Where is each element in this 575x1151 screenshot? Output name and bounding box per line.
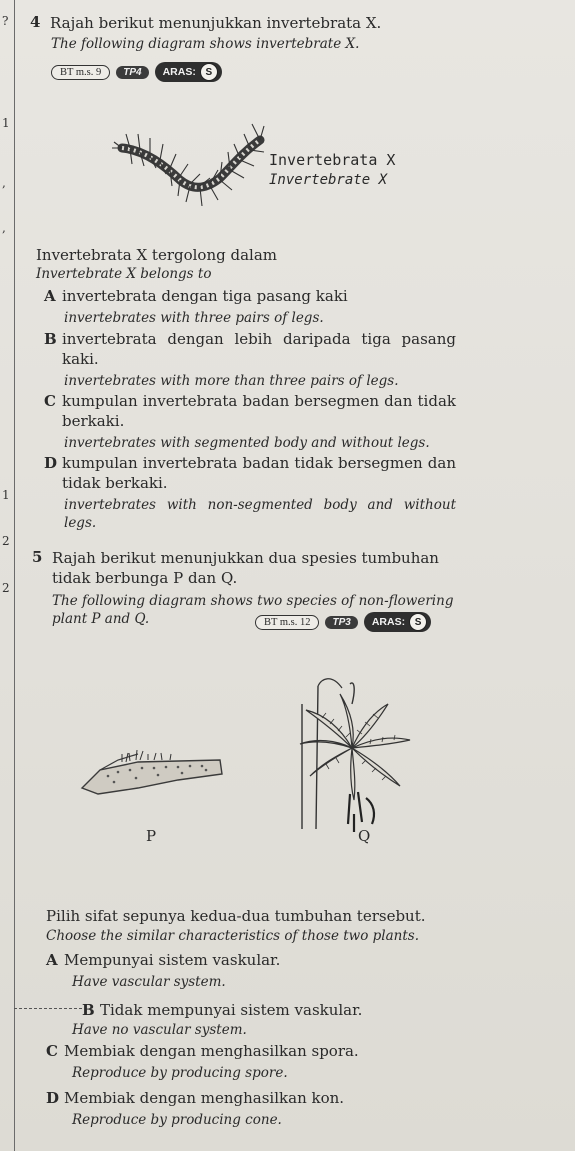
textbook-page-tag: BT m.s. 9 <box>51 65 110 80</box>
question-4-stem-en: The following diagram shows invertebrate X. <box>51 36 360 52</box>
margin-mark: ? <box>2 14 9 28</box>
option-text-ms: kumpulan invertebrata badan tidak bersegmen dan tidak berkaki. <box>62 454 456 492</box>
margin-mark: 1 <box>2 488 10 502</box>
question-5-question-ms: Pilih sifat sepunya kedua-dua tumbuhan tersebut. <box>46 907 426 925</box>
question-5-stem-ms: Rajah berikut menunjukkan dua spesies tumbuhan tidak berbunga P dan Q. <box>52 549 439 587</box>
option-text-ms: invertebrata dengan tiga pasang kaki <box>62 287 348 305</box>
margin-mark: 2 <box>2 581 10 595</box>
margin-rule <box>14 0 15 1151</box>
margin-mark: , <box>2 221 6 235</box>
question-4-option-d[interactable] <box>44 453 456 532</box>
option-letter: B <box>82 1001 95 1019</box>
question-4-tags <box>51 62 222 82</box>
question-5-tags <box>255 612 431 632</box>
option-text-ms: kumpulan invertebrata badan bersegmen dan tidak berkaki. <box>62 392 456 430</box>
tp-level-tag: TP4 <box>116 66 148 79</box>
aras-tag <box>155 62 222 82</box>
label-p: P <box>146 827 157 845</box>
option-text-en: invertebrates with non-segmented body and without legs. <box>64 497 456 531</box>
tp-level-tag: TP3 <box>325 616 357 629</box>
question-5-option-c[interactable] <box>46 1041 359 1082</box>
question-5-stem-en: The following diagram shows two species of non-flowering plant P and Q. <box>52 593 454 627</box>
plant-q-illustration <box>292 674 416 834</box>
label-q: Q <box>358 827 371 845</box>
question-4-number: 4 <box>30 13 41 31</box>
question-5-number: 5 <box>32 548 43 566</box>
option-text-ms: Membiak dengan menghasilkan spora. <box>64 1042 359 1060</box>
aras-value: S <box>409 613 427 631</box>
aras-tag <box>364 612 431 632</box>
margin-mark: 2 <box>2 534 10 548</box>
option-text-en: Reproduce by producing cone. <box>72 1112 282 1128</box>
question-4-stem-ms: Rajah berikut menunjukkan invertebrata X. <box>50 14 382 32</box>
option-letter: C <box>44 392 56 410</box>
option-text-ms: Membiak dengan menghasilkan kon. <box>64 1089 345 1107</box>
option-text-ms: Tidak mempunyai sistem vaskular. <box>100 1001 363 1019</box>
margin-mark: , <box>2 176 6 190</box>
question-5-question-en: Choose the similar characteristics of those two plants. <box>46 928 419 944</box>
centipede-illustration <box>110 118 270 218</box>
option-text-ms: invertebrata dengan lebih daripada tiga pasang kaki. <box>62 330 456 368</box>
figure-label-ms: Invertebrata X <box>269 151 396 169</box>
option-text-en: Reproduce by producing spore. <box>72 1065 288 1081</box>
margin-mark: 1 <box>2 116 10 130</box>
aras-label: ARAS: <box>371 616 406 628</box>
dashed-mark <box>14 1008 82 1009</box>
question-5-option-b[interactable] <box>82 1000 362 1020</box>
question-5-option-d[interactable] <box>46 1088 344 1129</box>
option-text-ms: Mempunyai sistem vaskular. <box>64 951 281 969</box>
option-letter: D <box>46 1089 60 1107</box>
figure-label-en: Invertebrate X <box>269 172 388 188</box>
textbook-page-tag: BT m.s. 12 <box>255 615 319 630</box>
aras-label: ARAS: <box>162 66 196 78</box>
question-4-option-b[interactable] <box>44 329 456 390</box>
option-text-en: invertebrates with segmented body and without legs. <box>64 435 430 451</box>
option-text-en: Have no vascular system. <box>72 1022 247 1038</box>
option-letter: A <box>46 951 58 969</box>
question-4-question-ms: Invertebrata X tergolong dalam <box>36 246 277 264</box>
option-letter: B <box>44 330 57 348</box>
option-text-en: invertebrates with three pairs of legs. <box>64 310 324 326</box>
question-4-option-a[interactable] <box>44 286 456 327</box>
question-4-question-en: Invertebrate X belongs to <box>36 266 212 282</box>
option-letter: C <box>46 1042 58 1060</box>
question-4-option-c[interactable] <box>44 391 456 452</box>
option-text-en: invertebrates with more than three pairs of legs. <box>64 373 399 389</box>
option-letter: D <box>44 454 58 472</box>
aras-value: S <box>200 63 218 81</box>
question-5-option-a[interactable] <box>46 950 280 991</box>
option-text-en: Have vascular system. <box>72 974 226 990</box>
plant-p-illustration <box>78 740 228 800</box>
option-letter: A <box>44 287 56 305</box>
